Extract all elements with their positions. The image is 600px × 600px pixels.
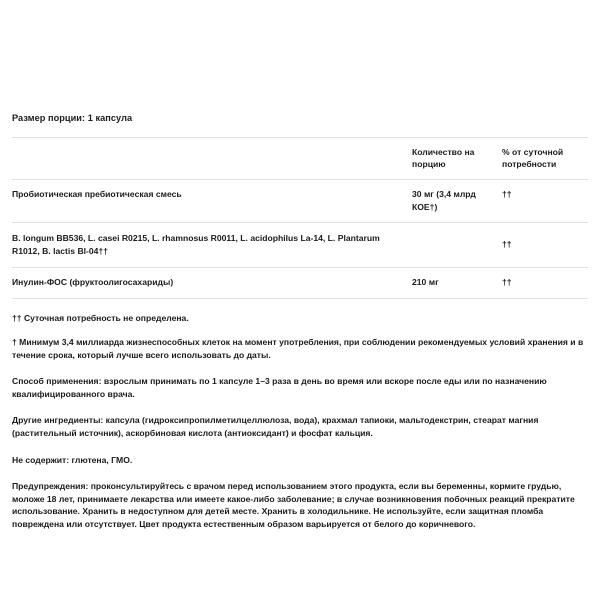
nutrient-name: Инулин-ФОС (фруктоолигосахариды) [12, 268, 404, 299]
nutrient-amount [404, 223, 498, 268]
serving-size-line: Размер порции: 1 капсула [12, 113, 133, 123]
table-row [12, 180, 588, 223]
table-body [12, 180, 588, 299]
nutrient-daily-value: †† [498, 223, 588, 268]
directions-text: Способ применения: взрослым принимать по 1 капсуле 1–3 раза в день во время или вскоре после еды или по назначению квалифицированного врача. [12, 376, 547, 399]
nutrient-name: Пробиотическая пребиотическая смесь [12, 180, 404, 223]
label-notes [12, 312, 588, 531]
nutrient-daily-value: †† [498, 268, 588, 299]
footnote-daily-value: †† Суточная потребность не определена. [12, 312, 189, 323]
column-header-nutrient [12, 138, 404, 180]
column-header-daily-value: % от суточной потребности [498, 138, 588, 180]
table-bottom-rule [12, 298, 588, 299]
column-header-amount-per-serving: Количество на порцию [404, 138, 498, 180]
supplement-facts-table [12, 137, 588, 299]
table-bottom-rule-cell [404, 298, 498, 299]
free-from-text: Не содержит: глютена, ГМО. [12, 454, 133, 465]
table-header [12, 138, 588, 180]
warnings-text: Предупреждения: проконсультируйтесь с врачом перед использованием этого продукта, если вы беременны, кормите грудью, моложе 18 лет, принимаете лекарства или имеете какое-либо заболевание; в случае возникновения побочных реакций прекратите использование. Хранить в недоступном для детей месте. Хранить в холодильнике. Не используйте, если защитная пломба повреждена или отсутствует. Цвет продукта естественным образом варьируется от белого до коричневого. [12, 481, 575, 530]
other-ingredients-text: Другие ингредиенты: капсула (гидроксипропилметилцеллюлоза, вода), крахмал тапиоки, мальтодекстрин, стеарат магния (растительный источник), аскорбиновая кислота (антиоксидант) и фосфат кальция. [12, 415, 539, 439]
nutrient-daily-value: †† [498, 180, 588, 223]
footnote-viable-cells: † Минимум 3,4 миллиарда жизнеспособных клеток на момент употребления, при соблюдении рекомендуемых условий хранения и в течение срока, который лучше всего использовать до даты. [12, 337, 584, 360]
nutrient-name: B. longum BB536, L. casei R0215, L. rhamnosus R0011, L. acidophilus La-14, L. Plantarum R1012, B. lactis Bl-04†† [12, 223, 404, 268]
table-header-row [12, 138, 588, 180]
table-row [12, 223, 588, 268]
table-bottom-rule-cell [12, 298, 404, 299]
table-bottom-rule-cell [498, 298, 588, 299]
nutrient-amount: 30 мг (3,4 млрд КОЕ†) [404, 180, 498, 223]
nutrient-amount: 210 мг [404, 268, 498, 299]
table-row [12, 268, 588, 299]
